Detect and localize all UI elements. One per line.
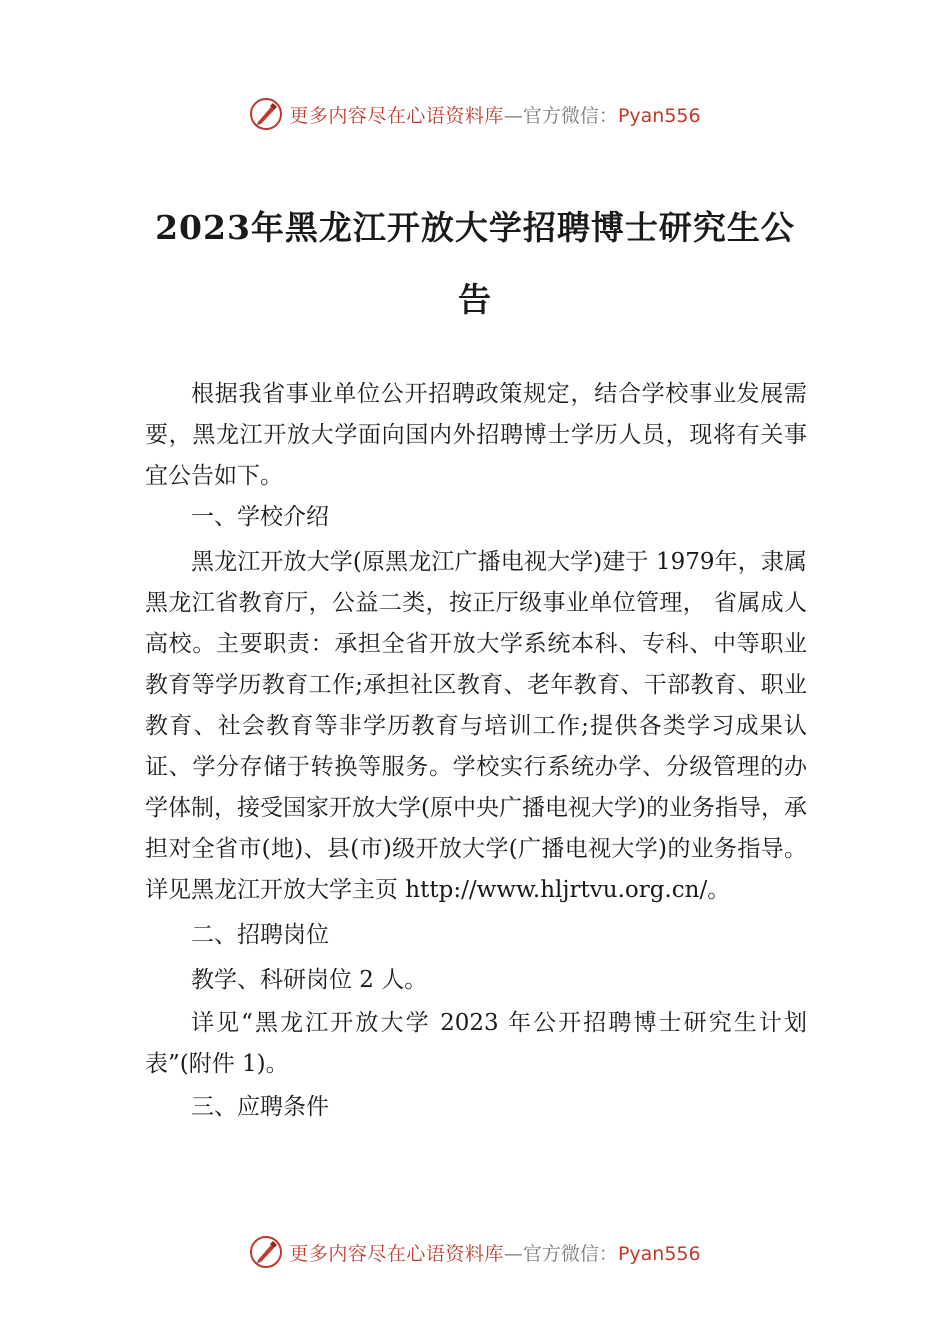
document-title: 2023年黑龙江开放大学招聘博士研究生公告 bbox=[155, 208, 795, 319]
header-banner bbox=[0, 92, 950, 136]
pen-logo-icon bbox=[249, 1235, 283, 1269]
attachment-paragraph: 详见“黑龙江开放大学 2023 年公开招聘博士研究生计划表”(附件 1)。 bbox=[145, 1010, 807, 1077]
intro-paragraph: 根据我省事业单位公开招聘政策规定，结合学校事业发展需要，黑龙江开放大学面向国内外招聘博士学历人员，现将有关事宜公告如下。 bbox=[145, 381, 807, 489]
section-heading-school-intro: 一、学校介绍 bbox=[191, 504, 329, 530]
header-banner-text bbox=[289, 101, 700, 128]
footer-separator: —官方微信： bbox=[503, 1242, 618, 1265]
footer-banner-text bbox=[289, 1239, 700, 1266]
school-intro-paragraph: 黑龙江开放大学(原黑龙江广播电视大学)建于 1979年，隶属黑龙江省教育厅，公益二类，按正厅级事业单位管理， 省属成人高校。主要职责：承担全省开放大学系统本科、专科、中等职业教育等学历教育工作;承担社区教育、老年教育、干部教育、职业教育、社会教育等非学历教育与培训工作;提供各类学习成果认证、学分存储于转换等服务。学校实行系统办学、分级管理的办学体制，接受国家开放大学(原中央广播电视大学)的业务指导，承担对全省市(地)、县(市)级开放大学(广播电视大学)的业务指导。详见黑龙江开放大学主页 http://www.hljrtvu.org.cn/。 bbox=[145, 549, 807, 903]
footer-wechat-id: Pyan556 bbox=[617, 1242, 701, 1265]
footer-banner bbox=[0, 1230, 950, 1274]
header-wechat-id: Pyan556 bbox=[617, 104, 701, 127]
section-heading-positions: 二、招聘岗位 bbox=[191, 922, 329, 948]
header-brand: 更多内容尽在心语资料库 bbox=[289, 104, 504, 127]
header-separator: —官方微信： bbox=[503, 104, 618, 127]
footer-brand: 更多内容尽在心语资料库 bbox=[289, 1242, 504, 1265]
positions-paragraph: 教学、科研岗位 2 人。 bbox=[191, 967, 428, 993]
section-heading-requirements: 三、应聘条件 bbox=[191, 1094, 329, 1120]
document-body bbox=[145, 374, 807, 1128]
pen-logo-icon bbox=[249, 97, 283, 131]
